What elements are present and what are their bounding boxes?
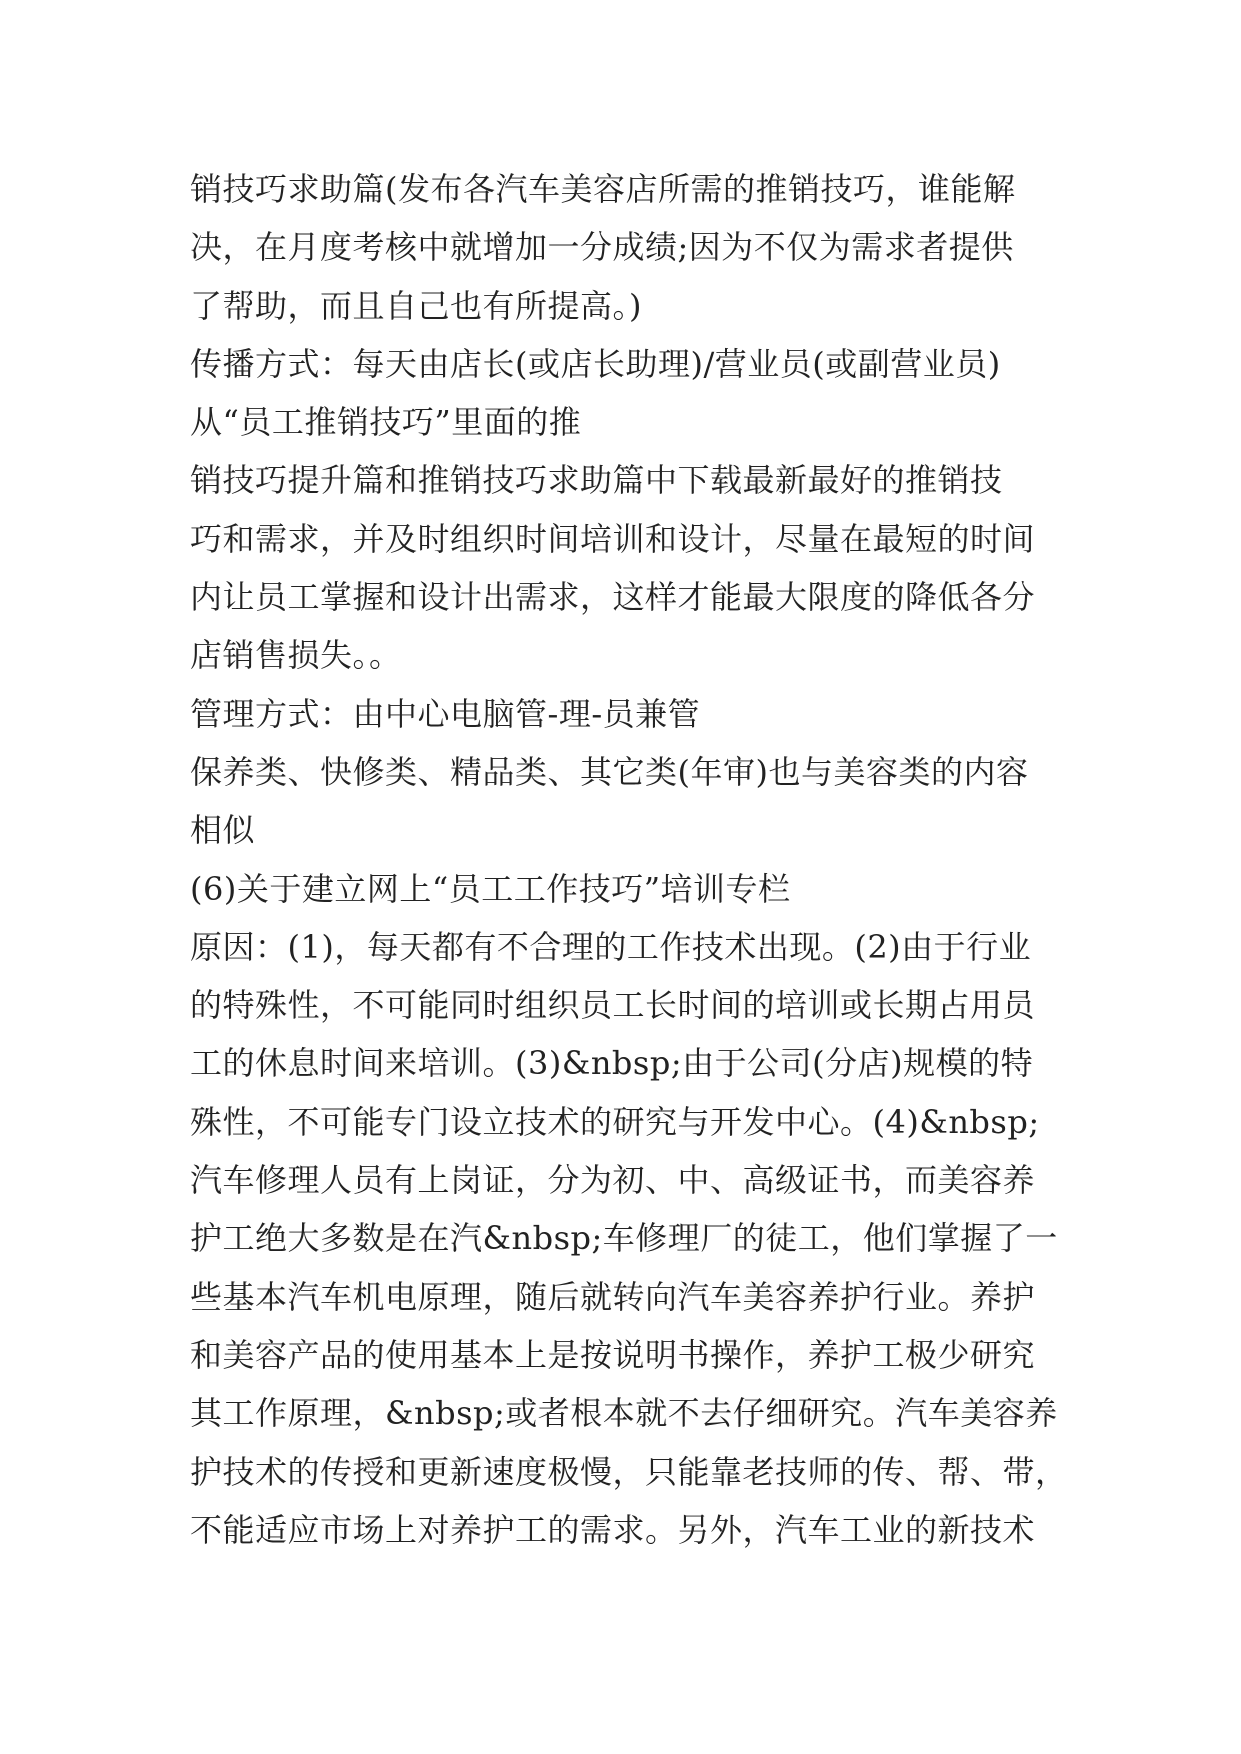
text-line: 殊性，不可能专门设立技术的研究与开发中心。(4)&nbsp;	[190, 1102, 1040, 1141]
text-line: 的特殊性，不可能同时组织员工长时间的培训或长期占用员	[190, 986, 1036, 1025]
text-line: 从“员工推销技巧”里面的推	[190, 403, 582, 442]
text-line: 相似	[190, 811, 256, 850]
text-line: 了帮助，而且自己也有所提高。)	[190, 286, 642, 325]
text-line: 护技术的传授和更新速度极慢，只能靠老技师的传、帮、带，	[190, 1452, 1068, 1491]
text-line: 店销售损失。。	[190, 636, 402, 675]
text-line: 汽车修理人员有上岗证，分为初、中、高级证书，而美容养	[190, 1161, 1036, 1200]
text-line: 护工绝大多数是在汽&nbsp;车修理厂的徒工，他们掌握了一	[190, 1219, 1058, 1258]
text-line: 些基本汽车机电原理，随后就转向汽车美容养护行业。养护	[190, 1277, 1036, 1316]
text-line: 其工作原理，&nbsp;或者根本就不去仔细研究。汽车美容养	[190, 1394, 1058, 1433]
text-line: 巧和需求，并及时组织时间培训和设计，尽量在最短的时间	[190, 519, 1036, 558]
text-line: 内让员工掌握和设计出需求，这样才能最大限度的降低各分	[190, 578, 1036, 617]
text-line: 决，在月度考核中就增加一分成绩;因为不仅为需求者提供	[190, 228, 1014, 267]
text-line: 原因：(1)，每天都有不合理的工作技术出现。(2)由于行业	[190, 927, 1032, 966]
text-line: 传播方式：每天由店长(或店长助理)/营业员(或副营业员)	[190, 344, 1001, 383]
text-line: 保养类、快修类、精品类、其它类(年审)也与美容类的内容	[190, 752, 1029, 791]
text-line: 不能适应市场上对养护工的需求。另外，汽车工业的新技术	[190, 1510, 1036, 1549]
text-line: 工的休息时间来培训。(3)&nbsp;由于公司(分店)规模的特	[190, 1044, 1034, 1083]
text-line: 销技巧求助篇(发布各汽车美容店所需的推销技巧，谁能解	[190, 170, 1016, 208]
text-line: 管理方式：由中心电脑管-理-员兼管	[190, 694, 701, 733]
text-line: 和美容产品的使用基本上是按说明书操作，养护工极少研究	[190, 1335, 1036, 1374]
text-line: 销技巧提升篇和推销技巧求助篇中下载最新最好的推销技	[190, 461, 1003, 500]
document-body	[190, 160, 1068, 1559]
text-line: (6)关于建立网上“员工工作技巧”培训专栏	[190, 869, 791, 908]
